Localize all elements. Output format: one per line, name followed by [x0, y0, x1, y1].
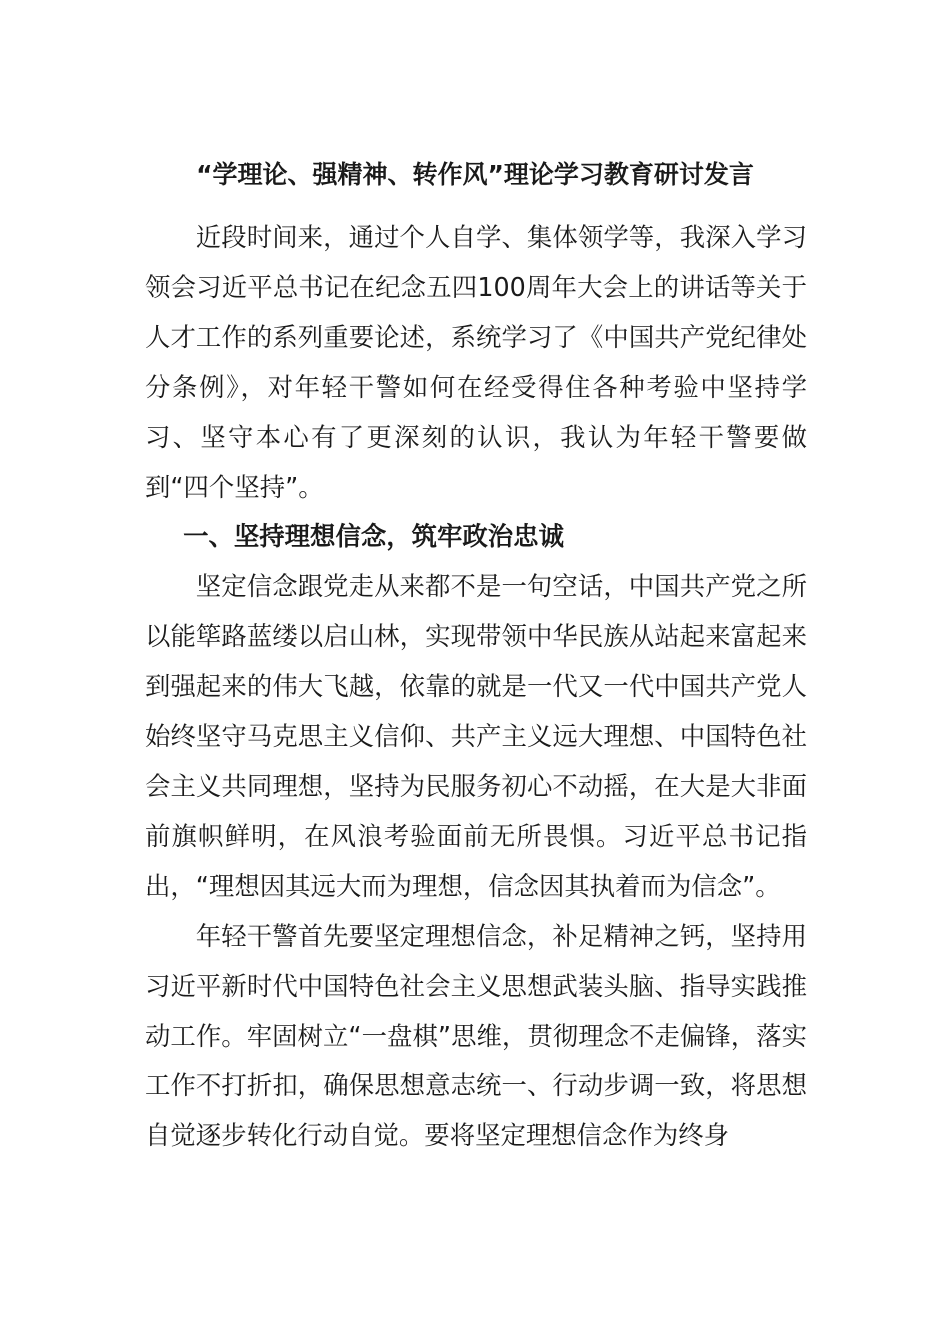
document-title: “学理论、强精神、转作风”理论学习教育研讨发言 — [196, 160, 754, 189]
document-body — [145, 213, 807, 1161]
intro-paragraph: 近段时间来，通过个人自学、集体领学等，我深入学习领会习近平总书记在纪念五四100周年大会上的讲话等关于人才工作的系列重要论述，系统学习了《中国共产党纪律处分条例》，对年轻干警如何在经受得住各种考验中坚持学习、坚守本心有了更深刻的认识，我认为年轻干警要做到“四个坚持”。 — [145, 222, 807, 502]
section-1-heading: 一、坚持理想信念，筑牢政治忠诚 — [183, 521, 564, 552]
section-1-paragraph-1: 坚定信念跟党走从来都不是一句空话，中国共产党之所以能筚路蓝缕以启山林，实现带领中华民族从站起来富起来到强起来的伟大飞越，依靠的就是一代又一代中国共产党人始终坚守马克思主义信仰、共产主义远大理想、中国特色社会主义共同理想，坚持为民服务初心不动摇，在大是大非面前旗帜鲜明，在风浪考验面前无所畏惧。习近平总书记指出，“理想因其远大而为理想，信念因其执着而为信念”。 — [145, 571, 807, 901]
section-1-paragraph-2: 年轻干警首先要坚定理想信念，补足精神之钙，坚持用习近平新时代中国特色社会主义思想武装头脑、指导实践推动工作。牢固树立“一盘棋”思维，贯彻理念不走偏锋，落实工作不打折扣，确保思想意志统一、行动步调一致，将思想自觉逐步转化行动自觉。要将坚定理想信念作为终身 — [145, 920, 807, 1151]
